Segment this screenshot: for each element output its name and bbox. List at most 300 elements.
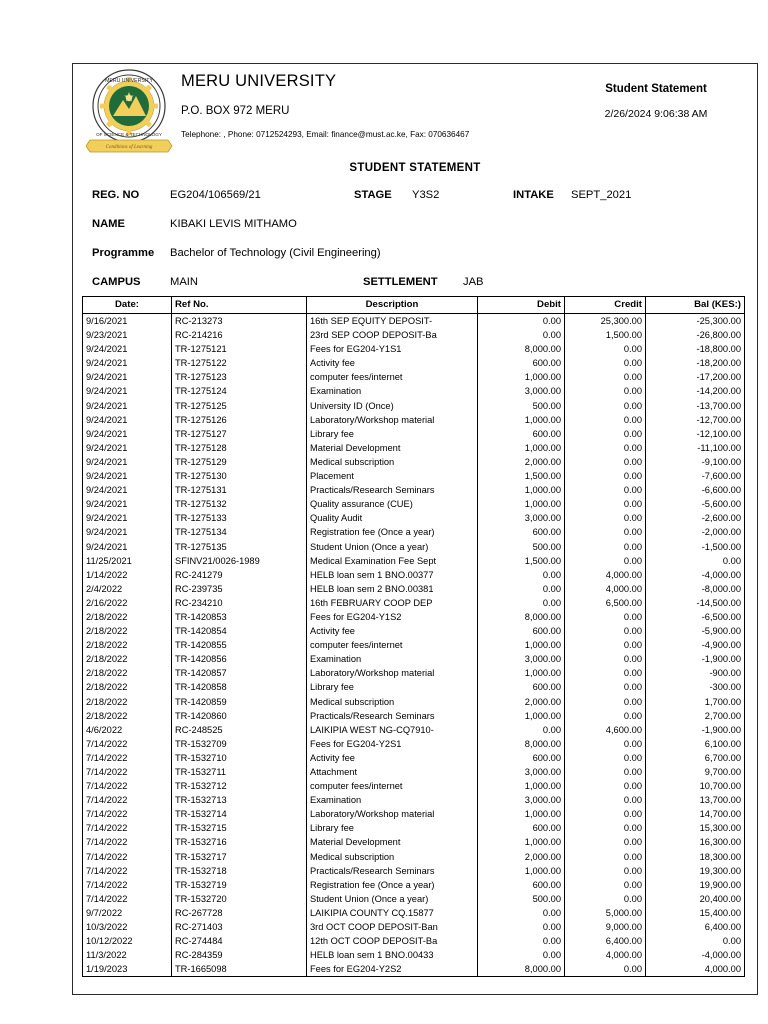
cell-ref-no: TR-1532714 <box>172 807 307 821</box>
table-row <box>83 807 745 821</box>
cell-debit: 1,000.00 <box>478 779 565 793</box>
cell-ref-no: TR-1275131 <box>172 483 307 497</box>
column-header-date: Date: <box>83 297 172 314</box>
cell-balance: -18,200.00 <box>646 356 745 370</box>
cell-debit: 0.00 <box>478 920 565 934</box>
cell-balance: -18,800.00 <box>646 342 745 356</box>
cell-balance: -9,100.00 <box>646 455 745 469</box>
table-row <box>83 582 745 596</box>
cell-debit: 0.00 <box>478 906 565 920</box>
cell-date: 4/6/2022 <box>83 723 172 737</box>
cell-ref-no: TR-1275125 <box>172 399 307 413</box>
table-row <box>83 765 745 779</box>
cell-debit: 1,000.00 <box>478 370 565 384</box>
cell-description: Library fee <box>307 821 478 835</box>
cell-date: 2/18/2022 <box>83 652 172 666</box>
cell-date: 11/3/2022 <box>83 948 172 962</box>
cell-credit: 0.00 <box>565 483 646 497</box>
cell-ref-no: TR-1420858 <box>172 680 307 694</box>
cell-credit: 0.00 <box>565 821 646 835</box>
intake-value: SEPT_2021 <box>571 189 632 201</box>
cell-ref-no: TR-1532715 <box>172 821 307 835</box>
cell-date: 11/25/2021 <box>83 554 172 568</box>
name-label: NAME <box>92 218 125 230</box>
programme-value: Bachelor of Technology (Civil Engineering) <box>170 247 381 259</box>
table-row <box>83 962 745 977</box>
cell-description: computer fees/internet <box>307 638 478 652</box>
cell-ref-no: RC-284359 <box>172 948 307 962</box>
cell-debit: 1,000.00 <box>478 709 565 723</box>
cell-debit: 8,000.00 <box>478 962 565 977</box>
transactions-table <box>82 296 745 977</box>
cell-ref-no: TR-1532711 <box>172 765 307 779</box>
table-row <box>83 680 745 694</box>
cell-balance: -1,900.00 <box>646 723 745 737</box>
cell-debit: 1,000.00 <box>478 807 565 821</box>
cell-debit: 0.00 <box>478 948 565 962</box>
cell-date: 9/23/2021 <box>83 328 172 342</box>
cell-description: 16th FEBRUARY COOP DEP <box>307 596 478 610</box>
cell-ref-no: RC-214216 <box>172 328 307 342</box>
table-row <box>83 751 745 765</box>
cell-description: Fees for EG204-Y2S2 <box>307 962 478 977</box>
cell-credit: 0.00 <box>565 807 646 821</box>
cell-description: 3rd OCT COOP DEPOSIT-Ban <box>307 920 478 934</box>
cell-debit: 0.00 <box>478 328 565 342</box>
cell-description: Registration fee (Once a year) <box>307 878 478 892</box>
regno-label: REG. NO <box>92 189 140 201</box>
cell-debit: 600.00 <box>478 821 565 835</box>
cell-credit: 4,600.00 <box>565 723 646 737</box>
cell-description: Student Union (Once a year) <box>307 540 478 554</box>
cell-balance: -4,000.00 <box>646 948 745 962</box>
cell-debit: 1,000.00 <box>478 497 565 511</box>
meru-university-seal-icon <box>80 66 178 156</box>
cell-balance: -11,100.00 <box>646 441 745 455</box>
table-row <box>83 878 745 892</box>
column-header-debit: Debit <box>478 297 565 314</box>
cell-debit: 600.00 <box>478 525 565 539</box>
programme-label: Programme <box>92 247 155 259</box>
cell-date: 2/18/2022 <box>83 638 172 652</box>
cell-ref-no: RC-213273 <box>172 314 307 329</box>
transactions-table-wrapper <box>82 296 741 977</box>
cell-date: 9/24/2021 <box>83 469 172 483</box>
cell-credit: 6,400.00 <box>565 934 646 948</box>
cell-description: Examination <box>307 652 478 666</box>
cell-date: 9/24/2021 <box>83 525 172 539</box>
cell-balance: -4,000.00 <box>646 568 745 582</box>
table-row <box>83 652 745 666</box>
table-header-row <box>83 297 745 314</box>
cell-debit: 1,000.00 <box>478 638 565 652</box>
table-row <box>83 793 745 807</box>
document-header <box>73 64 757 158</box>
cell-description: Medical subscription <box>307 455 478 469</box>
cell-ref-no: TR-1532713 <box>172 793 307 807</box>
cell-balance: -14,500.00 <box>646 596 745 610</box>
cell-balance: 2,700.00 <box>646 709 745 723</box>
svg-text:MERU UNIVERSITY: MERU UNIVERSITY <box>105 78 153 84</box>
cell-description: Activity fee <box>307 624 478 638</box>
cell-description: Fees for EG204-Y1S2 <box>307 610 478 624</box>
cell-description: Attachment <box>307 765 478 779</box>
cell-description: computer fees/internet <box>307 370 478 384</box>
table-row <box>83 413 745 427</box>
cell-description: LAIKIPIA WEST NG-CQ7910- <box>307 723 478 737</box>
cell-ref-no: TR-1275133 <box>172 511 307 525</box>
cell-balance: 14,700.00 <box>646 807 745 821</box>
cell-balance: 6,700.00 <box>646 751 745 765</box>
cell-ref-no: SFINV21/0026-1989 <box>172 554 307 568</box>
table-row <box>83 779 745 793</box>
cell-date: 1/19/2023 <box>83 962 172 977</box>
cell-date: 7/14/2022 <box>83 850 172 864</box>
cell-description: 16th SEP EQUITY DEPOSIT- <box>307 314 478 329</box>
cell-credit: 0.00 <box>565 850 646 864</box>
table-row <box>83 723 745 737</box>
cell-credit: 0.00 <box>565 413 646 427</box>
cell-date: 2/18/2022 <box>83 624 172 638</box>
settlement-label: SETTLEMENT <box>363 276 438 288</box>
table-row <box>83 483 745 497</box>
table-row <box>83 624 745 638</box>
cell-debit: 0.00 <box>478 582 565 596</box>
cell-credit: 0.00 <box>565 666 646 680</box>
cell-credit: 0.00 <box>565 455 646 469</box>
cell-balance: -2,000.00 <box>646 525 745 539</box>
cell-date: 2/18/2022 <box>83 680 172 694</box>
statement-type-label: Student Statement <box>605 83 707 95</box>
table-row <box>83 821 745 835</box>
table-row <box>83 427 745 441</box>
cell-credit: 0.00 <box>565 835 646 849</box>
cell-description: Activity fee <box>307 751 478 765</box>
cell-date: 2/18/2022 <box>83 709 172 723</box>
cell-credit: 0.00 <box>565 765 646 779</box>
cell-ref-no: RC-267728 <box>172 906 307 920</box>
cell-ref-no: TR-1275121 <box>172 342 307 356</box>
settlement-value: JAB <box>463 276 484 288</box>
cell-debit: 1,000.00 <box>478 441 565 455</box>
cell-credit: 0.00 <box>565 554 646 568</box>
cell-debit: 600.00 <box>478 751 565 765</box>
cell-description: Practicals/Research Seminars <box>307 709 478 723</box>
cell-date: 7/14/2022 <box>83 793 172 807</box>
cell-date: 7/14/2022 <box>83 821 172 835</box>
cell-ref-no: TR-1532719 <box>172 878 307 892</box>
cell-date: 9/24/2021 <box>83 427 172 441</box>
cell-ref-no: TR-1275129 <box>172 455 307 469</box>
cell-balance: 15,400.00 <box>646 906 745 920</box>
cell-description: University ID (Once) <box>307 399 478 413</box>
cell-ref-no: TR-1275122 <box>172 356 307 370</box>
cell-ref-no: TR-1275135 <box>172 540 307 554</box>
cell-date: 9/24/2021 <box>83 356 172 370</box>
cell-date: 9/16/2021 <box>83 314 172 329</box>
cell-credit: 0.00 <box>565 356 646 370</box>
cell-description: Student Union (Once a year) <box>307 892 478 906</box>
cell-ref-no: RC-241279 <box>172 568 307 582</box>
table-row <box>83 554 745 568</box>
cell-ref-no: TR-1275123 <box>172 370 307 384</box>
cell-ref-no: TR-1420855 <box>172 638 307 652</box>
table-row <box>83 596 745 610</box>
cell-date: 9/24/2021 <box>83 511 172 525</box>
cell-credit: 0.00 <box>565 892 646 906</box>
cell-description: Activity fee <box>307 356 478 370</box>
cell-description: Fees for EG204-Y2S1 <box>307 737 478 751</box>
cell-balance: 6,400.00 <box>646 920 745 934</box>
cell-credit: 25,300.00 <box>565 314 646 329</box>
cell-debit: 8,000.00 <box>478 610 565 624</box>
cell-ref-no: TR-1532716 <box>172 835 307 849</box>
cell-credit: 4,000.00 <box>565 568 646 582</box>
cell-ref-no: TR-1420860 <box>172 709 307 723</box>
cell-credit: 0.00 <box>565 878 646 892</box>
cell-description: computer fees/internet <box>307 779 478 793</box>
cell-debit: 600.00 <box>478 624 565 638</box>
cell-debit: 0.00 <box>478 314 565 329</box>
cell-credit: 4,000.00 <box>565 582 646 596</box>
cell-debit: 0.00 <box>478 568 565 582</box>
table-row <box>83 314 745 329</box>
cell-debit: 1,500.00 <box>478 554 565 568</box>
cell-debit: 0.00 <box>478 934 565 948</box>
cell-balance: -8,000.00 <box>646 582 745 596</box>
table-row <box>83 906 745 920</box>
cell-credit: 0.00 <box>565 962 646 977</box>
table-row <box>83 356 745 370</box>
cell-date: 7/14/2022 <box>83 737 172 751</box>
cell-credit: 0.00 <box>565 525 646 539</box>
cell-date: 9/24/2021 <box>83 384 172 398</box>
table-body <box>83 314 745 977</box>
cell-debit: 3,000.00 <box>478 652 565 666</box>
stage-value: Y3S2 <box>412 189 440 201</box>
cell-description: 23rd SEP COOP DEPOSIT-Ba <box>307 328 478 342</box>
cell-description: HELB loan sem 1 BNO.00377 <box>307 568 478 582</box>
cell-description: Medical subscription <box>307 695 478 709</box>
page-title: STUDENT STATEMENT <box>349 162 481 174</box>
cell-ref-no: TR-1275127 <box>172 427 307 441</box>
cell-credit: 0.00 <box>565 624 646 638</box>
cell-balance: 16,300.00 <box>646 835 745 849</box>
cell-ref-no: TR-1275126 <box>172 413 307 427</box>
table-header <box>83 297 745 314</box>
table-row <box>83 835 745 849</box>
cell-debit: 500.00 <box>478 892 565 906</box>
cell-description: Quality assurance (CUE) <box>307 497 478 511</box>
campus-value: MAIN <box>170 276 198 288</box>
cell-date: 2/18/2022 <box>83 666 172 680</box>
cell-debit: 1,500.00 <box>478 469 565 483</box>
cell-date: 9/24/2021 <box>83 441 172 455</box>
info-row-regno <box>73 189 757 215</box>
table-row <box>83 695 745 709</box>
cell-date: 9/24/2021 <box>83 540 172 554</box>
cell-credit: 1,500.00 <box>565 328 646 342</box>
statement-meta-block <box>566 83 746 120</box>
table-row <box>83 948 745 962</box>
cell-date: 7/14/2022 <box>83 878 172 892</box>
table-row <box>83 399 745 413</box>
cell-ref-no: TR-1420859 <box>172 695 307 709</box>
info-row-name <box>73 218 757 244</box>
cell-date: 7/14/2022 <box>83 892 172 906</box>
cell-debit: 600.00 <box>478 356 565 370</box>
cell-balance: -17,200.00 <box>646 370 745 384</box>
cell-ref-no: TR-1532710 <box>172 751 307 765</box>
cell-ref-no: RC-274484 <box>172 934 307 948</box>
campus-label: CAMPUS <box>92 276 141 288</box>
cell-date: 9/24/2021 <box>83 483 172 497</box>
cell-ref-no: TR-1420854 <box>172 624 307 638</box>
column-header-credit: Credit <box>565 297 646 314</box>
cell-debit: 2,000.00 <box>478 455 565 469</box>
cell-description: Material Development <box>307 441 478 455</box>
cell-ref-no: RC-239735 <box>172 582 307 596</box>
stage-label: STAGE <box>354 189 392 201</box>
cell-credit: 0.00 <box>565 370 646 384</box>
table-row <box>83 328 745 342</box>
cell-date: 9/24/2021 <box>83 342 172 356</box>
table-row <box>83 455 745 469</box>
cell-credit: 0.00 <box>565 610 646 624</box>
cell-credit: 0.00 <box>565 540 646 554</box>
cell-balance: 6,100.00 <box>646 737 745 751</box>
cell-balance: -6,500.00 <box>646 610 745 624</box>
cell-date: 1/14/2022 <box>83 568 172 582</box>
cell-description: Material Development <box>307 835 478 849</box>
cell-description: Examination <box>307 793 478 807</box>
cell-credit: 0.00 <box>565 399 646 413</box>
table-row <box>83 469 745 483</box>
cell-description: Library fee <box>307 680 478 694</box>
cell-date: 2/16/2022 <box>83 596 172 610</box>
cell-credit: 6,500.00 <box>565 596 646 610</box>
cell-balance: -7,600.00 <box>646 469 745 483</box>
cell-credit: 0.00 <box>565 511 646 525</box>
cell-credit: 5,000.00 <box>565 906 646 920</box>
cell-description: Examination <box>307 384 478 398</box>
cell-debit: 1,000.00 <box>478 413 565 427</box>
cell-ref-no: TR-1420857 <box>172 666 307 680</box>
cell-balance: 10,700.00 <box>646 779 745 793</box>
cell-ref-no: TR-1532717 <box>172 850 307 864</box>
cell-description: Laboratory/Workshop material <box>307 666 478 680</box>
cell-balance: 1,700.00 <box>646 695 745 709</box>
cell-description: Medical Examination Fee Sept <box>307 554 478 568</box>
table-row <box>83 709 745 723</box>
cell-balance: 18,300.00 <box>646 850 745 864</box>
table-row <box>83 934 745 948</box>
table-row <box>83 638 745 652</box>
intake-label: INTAKE <box>513 189 554 201</box>
cell-description: 12th OCT COOP DEPOSIT-Ba <box>307 934 478 948</box>
table-row <box>83 610 745 624</box>
cell-debit: 600.00 <box>478 680 565 694</box>
cell-description: Library fee <box>307 427 478 441</box>
cell-balance: -26,800.00 <box>646 328 745 342</box>
svg-text:Conditions of Learning: Conditions of Learning <box>105 145 153 150</box>
cell-balance: -300.00 <box>646 680 745 694</box>
organization-address: P.O. BOX 972 MERU <box>181 105 290 117</box>
table-row <box>83 497 745 511</box>
column-header-ref-no: Ref No. <box>172 297 307 314</box>
cell-ref-no: TR-1275132 <box>172 497 307 511</box>
cell-credit: 0.00 <box>565 709 646 723</box>
table-row <box>83 666 745 680</box>
organization-contact: Telephone: , Phone: 0712524293, Email: finance@must.ac.ke, Fax: 070636467 <box>181 130 470 139</box>
cell-ref-no: RC-248525 <box>172 723 307 737</box>
cell-debit: 8,000.00 <box>478 342 565 356</box>
cell-credit: 0.00 <box>565 751 646 765</box>
cell-debit: 0.00 <box>478 723 565 737</box>
statement-page <box>72 63 758 995</box>
table-row <box>83 737 745 751</box>
cell-balance: 20,400.00 <box>646 892 745 906</box>
cell-debit: 3,000.00 <box>478 765 565 779</box>
organization-block <box>181 72 469 140</box>
cell-date: 9/24/2021 <box>83 413 172 427</box>
cell-date: 7/14/2022 <box>83 864 172 878</box>
cell-ref-no: TR-1275134 <box>172 525 307 539</box>
cell-date: 9/24/2021 <box>83 370 172 384</box>
cell-credit: 0.00 <box>565 469 646 483</box>
cell-date: 7/14/2022 <box>83 807 172 821</box>
cell-balance: 13,700.00 <box>646 793 745 807</box>
cell-debit: 500.00 <box>478 399 565 413</box>
table-row <box>83 525 745 539</box>
cell-ref-no: TR-1420853 <box>172 610 307 624</box>
cell-credit: 0.00 <box>565 427 646 441</box>
cell-balance: 19,300.00 <box>646 864 745 878</box>
cell-balance: 0.00 <box>646 934 745 948</box>
cell-debit: 600.00 <box>478 427 565 441</box>
cell-ref-no: RC-234210 <box>172 596 307 610</box>
cell-balance: -1,900.00 <box>646 652 745 666</box>
cell-credit: 0.00 <box>565 342 646 356</box>
cell-balance: -14,200.00 <box>646 384 745 398</box>
cell-debit: 1,000.00 <box>478 864 565 878</box>
organization-name: MERU UNIVERSITY <box>181 72 337 90</box>
column-header-description: Description <box>307 297 478 314</box>
cell-description: Placement <box>307 469 478 483</box>
cell-credit: 0.00 <box>565 652 646 666</box>
cell-description: LAIKIPIA COUNTY CQ.15877 <box>307 906 478 920</box>
name-value: KIBAKI LEVIS MITHAMO <box>170 218 297 230</box>
cell-date: 7/14/2022 <box>83 751 172 765</box>
cell-balance: -1,500.00 <box>646 540 745 554</box>
cell-credit: 0.00 <box>565 680 646 694</box>
cell-date: 2/18/2022 <box>83 695 172 709</box>
cell-description: Laboratory/Workshop material <box>307 807 478 821</box>
cell-ref-no: TR-1275128 <box>172 441 307 455</box>
column-header-balance: Bal (KES:) <box>646 297 745 314</box>
cell-debit: 3,000.00 <box>478 384 565 398</box>
cell-debit: 500.00 <box>478 540 565 554</box>
cell-credit: 9,000.00 <box>565 920 646 934</box>
cell-date: 9/24/2021 <box>83 455 172 469</box>
cell-ref-no: TR-1275124 <box>172 384 307 398</box>
table-row <box>83 441 745 455</box>
cell-description: Laboratory/Workshop material <box>307 413 478 427</box>
cell-description: Medical subscription <box>307 850 478 864</box>
cell-date: 10/12/2022 <box>83 934 172 948</box>
cell-ref-no: TR-1532720 <box>172 892 307 906</box>
cell-credit: 0.00 <box>565 638 646 652</box>
